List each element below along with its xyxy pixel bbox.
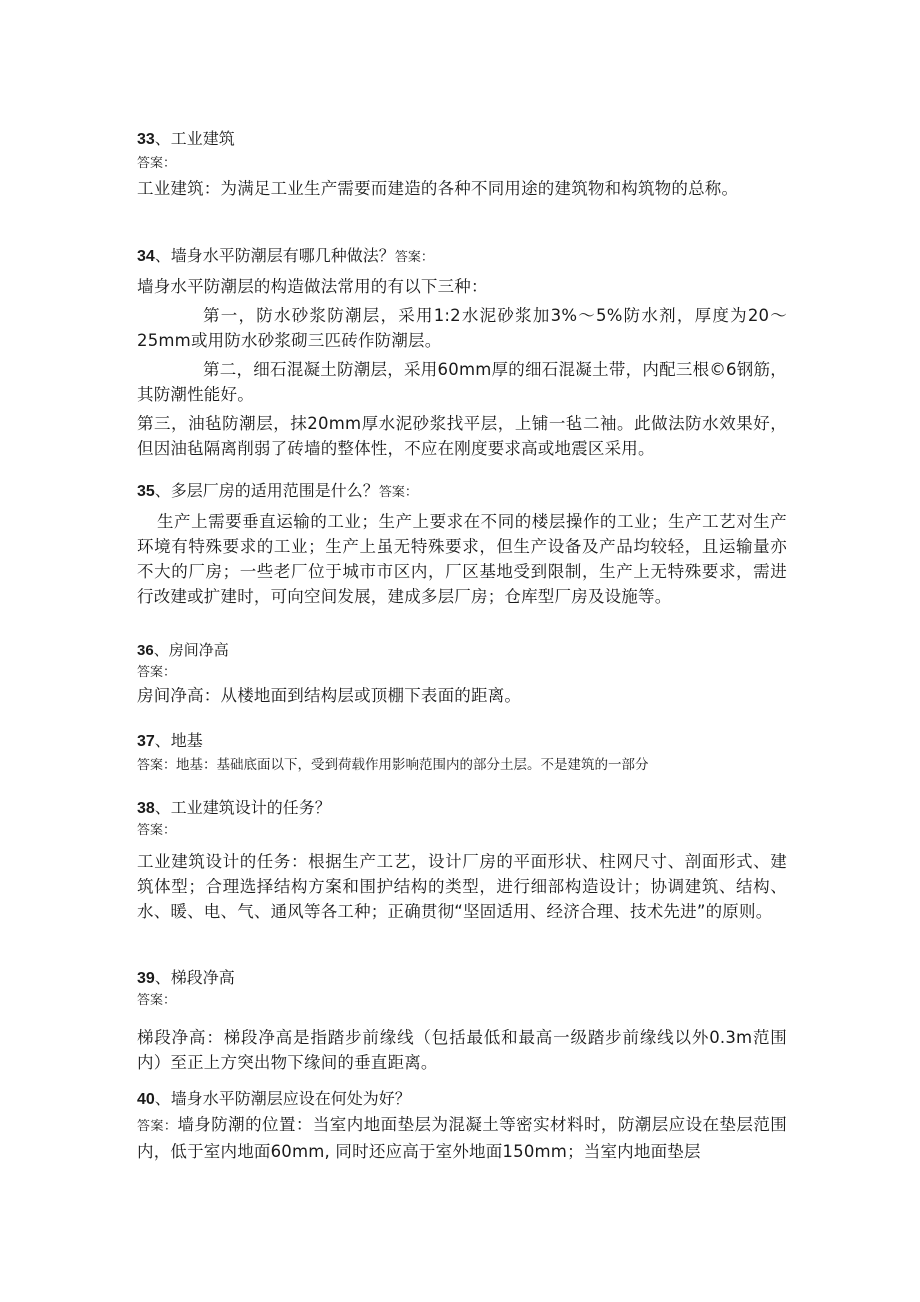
answer-label: 答案： xyxy=(137,758,177,773)
answer-label: 答案： xyxy=(378,485,418,500)
question-title: 34、墙身水平防潮层有哪几种做法？答案： xyxy=(137,246,434,265)
question-40 xyxy=(137,1087,787,1164)
answer-text: 第一，防水砂浆防潮层，采用1:2水泥砂浆加3%～5%防水剂，厚度为20～25mm或用防水砂浆砌三匹砖作防潮层。 xyxy=(137,306,787,350)
question-36 xyxy=(137,638,787,708)
question-title: 36、房间净高 xyxy=(137,641,229,659)
answer-label: 答案： xyxy=(137,665,177,680)
answer-text: 墙身水平防潮层的构造做法常用的有以下三种： xyxy=(137,277,488,296)
answer-text: 工业建筑：为满足工业生产需要而建造的各种不同用途的建筑物和构筑物的总称。 xyxy=(137,179,739,198)
question-title: 38、工业建筑设计的任务？ xyxy=(137,798,331,817)
answer-label: 答案： xyxy=(137,993,177,1008)
question-title: 37、地基 xyxy=(137,731,203,750)
answer-text: 第二，细石混凝土防潮层，采用60mm厚的细石混凝土带，内配三根©6钢筋，其防潮性能好。 xyxy=(137,360,787,404)
question-33 xyxy=(137,127,787,201)
answer-text: 梯段净高：梯段净高是指踏步前缘线（包括最低和最高一级踏步前缘线以外0.3m范围内）至正上方突出物下缘间的垂直距离。 xyxy=(137,1028,787,1072)
question-title: 39、梯段净高 xyxy=(137,968,235,987)
question-39 xyxy=(137,966,787,1075)
question-38 xyxy=(137,796,787,924)
question-title: 35、多层厂房的适用范围是什么？答案： xyxy=(137,481,418,500)
answer-label: 答案： xyxy=(137,823,177,838)
answer-text: 答案：地基：基础底面以下，受到荷载作用影响范围内的部分土层。不是建筑的一部分 xyxy=(137,757,649,773)
answer-text: 房间净高：从楼地面到结构层或顶棚下表面的距离。 xyxy=(137,686,522,705)
answer-text: 工业建筑设计的任务：根据生产工艺，设计厂房的平面形状、柱网尺寸、剖面形式、建筑体型；合理选择结构方案和围护结构的类型，进行细部构造设计；协调建筑、结构、水、暖、电、气、通风等各工种；正确贯彻“坚固适用、经济合理、技术先进”的原则。 xyxy=(137,852,787,921)
question-35 xyxy=(137,479,787,609)
question-37 xyxy=(137,729,787,777)
question-title: 33、工业建筑 xyxy=(137,129,235,148)
answer-text: 答案：墙身防潮的位置：当室内地面垫层为混凝土等密实材料时，防潮层应设在垫层范围内，低于室内地面60mm, 同时还应高于室外地面150mm；当室内地面垫层 xyxy=(137,1115,787,1161)
answer-label: 答案： xyxy=(137,1119,178,1134)
answer-text: 生产上需要垂直运输的工业；生产上要求在不同的楼层操作的工业；生产工艺对生产环境有特殊要求的工业；生产上虽无特殊要求，但生产设备及产品均较轻，且运输量亦不大的厂房；一些老厂位于城市市区内，厂区基地受到限制，生产上无特殊要求，需进行改建或扩建时，可向空间发展，建成多层厂房；仓库型厂房及设施等。 xyxy=(137,512,787,606)
answer-label: 答案： xyxy=(394,250,434,265)
answer-text: 第三，油毡防潮层，抹20mm厚水泥砂浆找平层，上铺一毡二袖。此做法防水效果好，但因油毡隔离削弱了砖墙的整体性，不应在刚度要求高或地震区采用。 xyxy=(137,414,787,458)
question-title: 40、墙身水平防潮层应设在何处为好？ xyxy=(137,1089,411,1108)
question-34 xyxy=(137,244,787,461)
answer-label: 答案： xyxy=(137,156,177,171)
